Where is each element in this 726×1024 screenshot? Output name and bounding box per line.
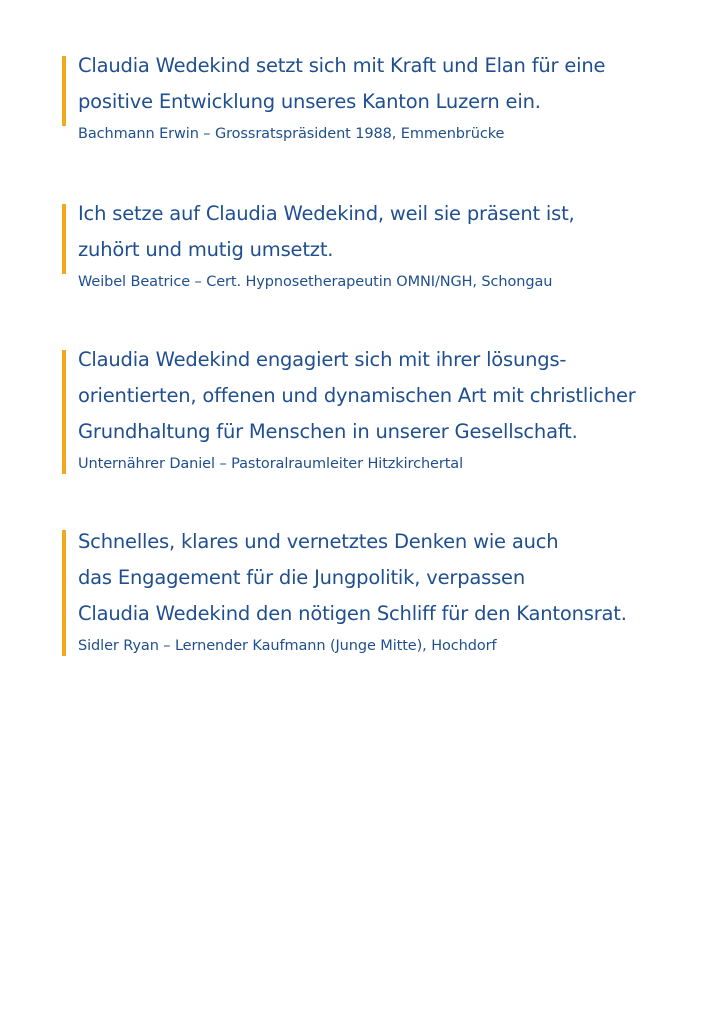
testimonial-accent-bar bbox=[62, 350, 66, 474]
quote-line: Grundhaltung für Menschen in unserer Gesellschaft. bbox=[78, 420, 578, 443]
testimonial-accent-bar bbox=[62, 56, 66, 126]
testimonial-4 bbox=[62, 524, 702, 658]
quote-line: das Engagement für die Jungpolitik, verpassen bbox=[78, 566, 525, 589]
testimonial-accent-bar bbox=[62, 204, 66, 274]
quote-line: Claudia Wedekind engagiert sich mit ihrer lösungs- bbox=[78, 348, 567, 371]
testimonial-3 bbox=[62, 342, 702, 476]
quote-line: orientierten, offenen und dynamischen Art mit christlicher bbox=[78, 384, 636, 407]
testimonial-attribution: Sidler Ryan – Lernender Kaufmann (Junge Mitte), Hochdorf bbox=[78, 638, 497, 654]
quote-line: Claudia Wedekind den nötigen Schliff für den Kantonsrat. bbox=[78, 602, 627, 625]
testimonial-quote bbox=[62, 48, 702, 120]
testimonial-accent-bar bbox=[62, 530, 66, 656]
testimonial-1 bbox=[62, 48, 702, 146]
testimonial-quote bbox=[62, 342, 702, 450]
testimonial-quote bbox=[62, 196, 702, 268]
testimonial-quote bbox=[62, 524, 702, 632]
testimonial-attribution: Weibel Beatrice – Cert. Hypnosetherapeutin OMNI/NGH, Schongau bbox=[78, 274, 553, 290]
quote-line: positive Entwicklung unseres Kanton Luzern ein. bbox=[78, 90, 541, 113]
quote-line: zuhört und mutig umsetzt. bbox=[78, 238, 334, 261]
quote-line: Schnelles, klares und vernetztes Denken wie auch bbox=[78, 530, 559, 553]
quote-line: Ich setze auf Claudia Wedekind, weil sie präsent ist, bbox=[78, 202, 575, 225]
testimonial-attribution: Bachmann Erwin – Grossratspräsident 1988, Emmenbrücke bbox=[78, 126, 505, 142]
testimonial-2 bbox=[62, 196, 702, 294]
quote-line: Claudia Wedekind setzt sich mit Kraft und Elan für eine bbox=[78, 54, 606, 77]
testimonial-attribution: Unternährer Daniel – Pastoralraumleiter Hitzkirchertal bbox=[78, 456, 464, 472]
